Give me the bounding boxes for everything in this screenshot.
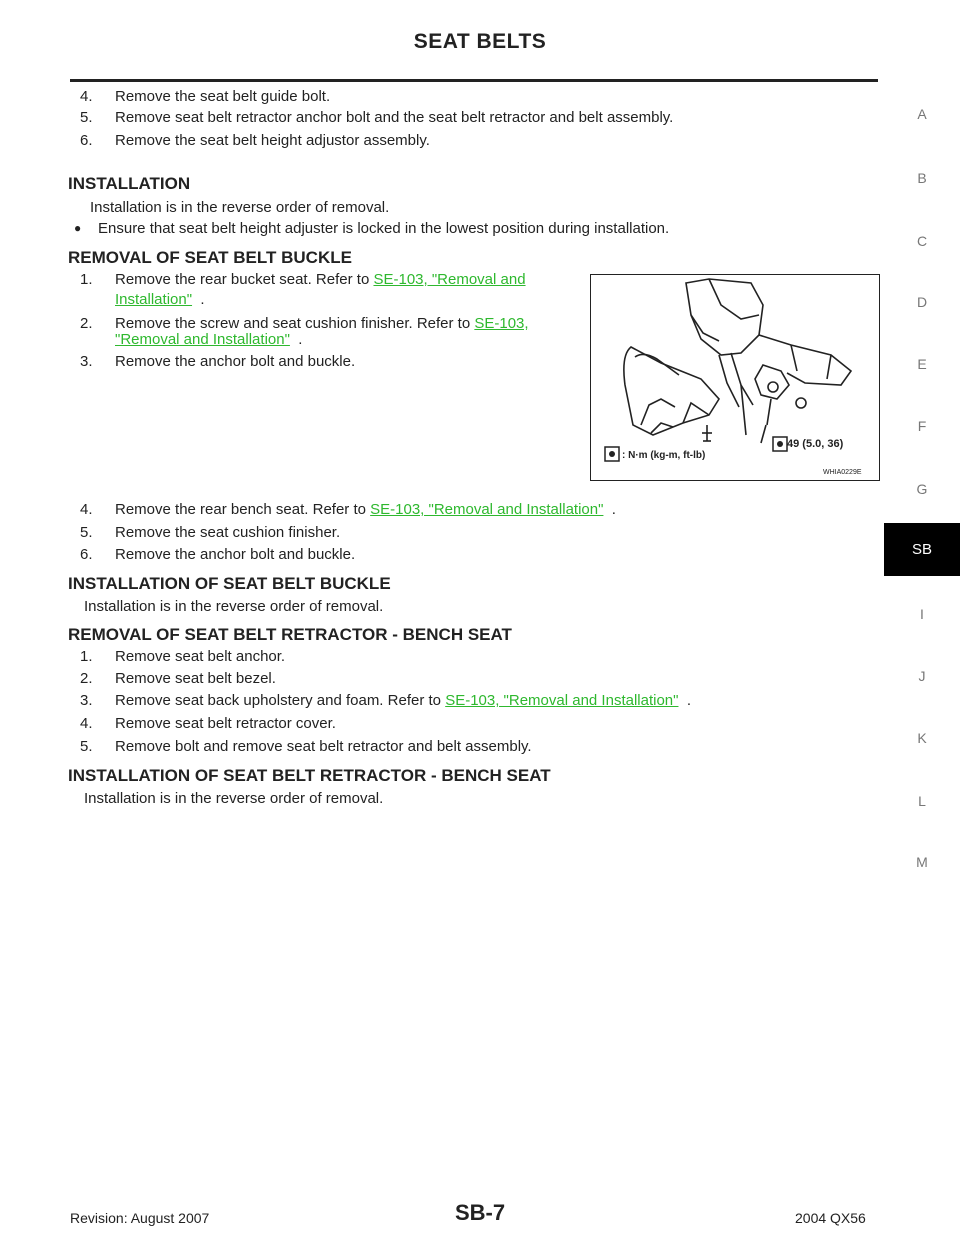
section-heading-removal-buckle: REMOVAL OF SEAT BELT BUCKLE — [68, 248, 352, 267]
list-item: 5. Remove the seat cushion finisher. — [80, 524, 341, 541]
link-se-103-cont[interactable]: "Removal and Installation" — [115, 331, 290, 348]
section-heading-installation-retractor: INSTALLATION OF SEAT BELT RETRACTOR - BENCH SEAT — [68, 766, 551, 785]
list-item: 5. Remove bolt and remove seat belt retractor and belt assembly. — [80, 738, 532, 755]
installation-bullet: ● Ensure that seat belt height adjuster is locked in the lowest position during installation. — [74, 220, 670, 237]
list-item: 2. Remove the screw and seat cushion finisher. Refer to SE-103, — [80, 315, 529, 332]
section-heading-installation-buckle: INSTALLATION OF SEAT BELT BUCKLE — [68, 574, 391, 593]
tab-k[interactable]: K — [917, 730, 927, 746]
link-se-103[interactable]: SE-103, "Removal and Installation" — [370, 501, 604, 518]
buckle-diagram — [591, 275, 879, 480]
tab-sb[interactable]: SB — [884, 523, 960, 576]
torque-unit-legend: : N·m (kg-m, ft-lb) — [622, 450, 706, 461]
list-item: 4. Remove seat belt retractor cover. — [80, 715, 336, 732]
footer-revision: Revision: August 2007 — [70, 1210, 210, 1226]
list-item: 6. Remove the anchor bolt and buckle. — [80, 546, 356, 563]
list-item-continued: "Removal and Installation" . — [115, 331, 303, 348]
list-item: 6. Remove the seat belt height adjustor assembly. — [80, 132, 430, 149]
installation-buckle-note: Installation is in the reverse order of removal. — [84, 598, 384, 615]
section-heading-removal-retractor: REMOVAL OF SEAT BELT RETRACTOR - BENCH SEAT — [68, 625, 512, 644]
tab-m[interactable]: M — [916, 854, 928, 870]
page-number: SB-7 — [454, 1200, 506, 1225]
list-item: 1. Remove the rear bucket seat. Refer to SE-103, "Removal and — [80, 271, 526, 288]
tab-e[interactable]: E — [917, 356, 927, 372]
header-rule — [70, 79, 878, 82]
list-item: 5. Remove seat belt retractor anchor bolt and the seat belt retractor and belt assembly. — [80, 109, 674, 126]
list-item: 1. Remove seat belt anchor. — [80, 648, 286, 665]
installation-retractor-note: Installation is in the reverse order of removal. — [84, 790, 384, 807]
list-item-continued: Installation" . — [115, 291, 205, 308]
list-item: 4. Remove the rear bench seat. Refer to SE-103, "Removal and Installation" . — [80, 501, 616, 518]
tab-c[interactable]: C — [916, 233, 928, 249]
tab-a[interactable]: A — [917, 106, 927, 122]
link-se-103[interactable]: SE-103, "Removal and Installation" — [445, 692, 679, 709]
list-item: 3. Remove seat back upholstery and foam. Refer to SE-103, "Removal and Installation" . — [80, 692, 691, 709]
tab-l[interactable]: L — [918, 793, 926, 809]
torque-value: 49 (5.0, 36) — [787, 438, 844, 450]
list-item: 2. Remove seat belt bezel. — [80, 670, 276, 687]
figure-code: WHIA0229E — [823, 469, 862, 476]
list-item: 4. Remove the seat belt guide bolt. — [80, 88, 331, 105]
tab-b[interactable]: B — [917, 170, 927, 186]
link-se-103[interactable]: SE-103, — [474, 315, 529, 332]
tab-f[interactable]: F — [917, 418, 927, 434]
tab-g[interactable]: G — [916, 481, 928, 497]
section-heading-installation: INSTALLATION — [68, 174, 191, 193]
installation-note: Installation is in the reverse order of removal. — [90, 199, 390, 216]
page-title: SEAT BELTS — [413, 30, 547, 53]
link-se-103[interactable]: SE-103, "Removal and — [373, 271, 526, 288]
illustration-seat-belt-buckle — [590, 274, 880, 481]
tab-d[interactable]: D — [916, 294, 928, 310]
tab-j[interactable]: J — [918, 668, 926, 684]
tab-i[interactable]: I — [920, 606, 924, 622]
footer-model: 2004 QX56 — [795, 1210, 866, 1226]
link-se-103-cont[interactable]: Installation" — [115, 291, 193, 308]
bullet-icon: ● — [74, 221, 82, 235]
list-item: 3. Remove the anchor bolt and buckle. — [80, 353, 356, 370]
